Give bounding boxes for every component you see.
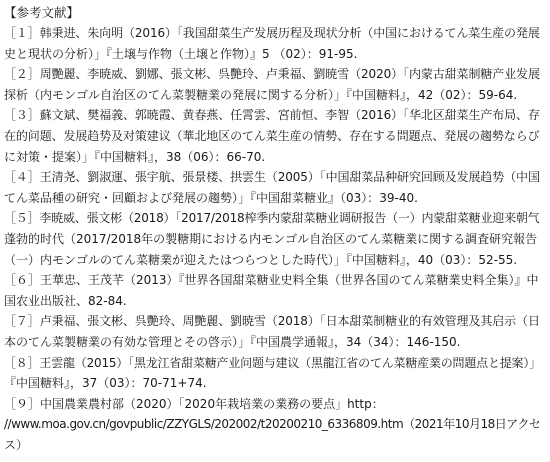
reference-entry-3: [4, 105, 544, 167]
reference-line: ［１］韩秉进、朱向明（2016）「我国甜菜生产发展历程及现状分析（中国におけるてん菜生産の発展: [4, 26, 540, 40]
reference-entry-1: [4, 23, 544, 64]
reference-entry-5: [4, 208, 544, 270]
reference-line: 探析（内モンゴル自治区のてん菜製糖業の発展に関する分析）」『中国糖料』，42（02）：59-64.: [4, 87, 518, 102]
reference-line: ［５］李暁威、張文彬（2018）「2017/2018榨季内蒙甜菜糖业调研报告（一）内蒙甜菜糖业迎来朝气: [4, 211, 540, 226]
reference-list: [4, 23, 544, 455]
reference-line: に対策・提案）」『中国糖料』，38（06）：66-70.: [4, 149, 266, 164]
reference-line: 在的问题、发展趋势及对策建议（華北地区のてん菜生産の情勢、存在する問題点、発展の趨勢ならび: [4, 128, 540, 143]
reference-line: ［６］王華忠、王茂芊（2013）『世界各国甜菜糖业史料全集（世界各国のてん菜糖業史料全集）』中: [4, 273, 539, 288]
reference-line: 『中国糖料』，37（03）：70-71+74.: [4, 376, 207, 391]
references-heading: 【参考文献】: [4, 5, 80, 20]
reference-line: ［７］卢秉福、張文彬、呉艷玲、周艷麗、劉暁雪（2018）「日本甜菜制糖业的有效管理及其启示（日: [4, 314, 540, 329]
reference-line: てん菜品種の研究・回顧および発展の趨勢）」『中国甜菜糖业』（03）：39-40.: [4, 190, 418, 205]
reference-line: （一）内モンゴルのてん菜糖業が迎えたはつらつとした時代）」『中国糖料』，40（03）：52-55.: [4, 252, 518, 267]
reference-entry-6: [4, 270, 544, 311]
reference-line: 国农业出版社、82-84.: [4, 293, 127, 308]
reference-line: ［３］蘇文斌、樊福義、郭暁霞、黄春燕、任霄雲、宮前恒、李智（2016）「华北区甜菜生产布局、存: [4, 108, 540, 123]
reference-line: 史と現状の分析）」『土壌与作物（土壌と作物）』5 （02）：91-95.: [4, 46, 358, 61]
reference-line: ［９］中国農業農村部（2020）「2020年栽培業の業務の要点」http：: [4, 396, 384, 411]
reference-line: ス）: [4, 437, 29, 452]
reference-line: //www.moa.gov.cn/govpublic/ZZYGLS/202002/t20200210_6336809.htm（2021年10月18日アクセ: [4, 417, 541, 432]
reference-line: ［４］王清尧、劉淑運、張宇航、張景楼、拱雲生（2005）「中国甜菜品种研究回顾及发展趋势（中国: [4, 170, 540, 185]
reference-entry-9: [4, 394, 544, 456]
reference-entry-2: [4, 64, 544, 105]
reference-line: ［８］王雲龍（2015）「黑龙江省甜菜糖产业问题与建议（黒龍江省のてん菜糖産業の問題点と提案）」: [4, 355, 541, 370]
reference-line: 本のてん菜製糖業の有効な管理とその啓示）」『中国農学通報』，34（34）：146-150.: [4, 334, 461, 349]
reference-line: ［２］周艷麗、李暁威、劉娜、張文彬、呉艷玲、卢秉福、劉暁雪（2020）「内蒙古甜菜制糖产业发展: [4, 67, 540, 82]
reference-entry-4: [4, 167, 544, 208]
reference-line: 蓬勃的时代（2017/2018年の製糖期における内モンゴル自治区のてん菜糖業に関する調査研究報告: [4, 231, 538, 246]
reference-entry-8: [4, 353, 544, 394]
reference-entry-7: [4, 311, 544, 352]
